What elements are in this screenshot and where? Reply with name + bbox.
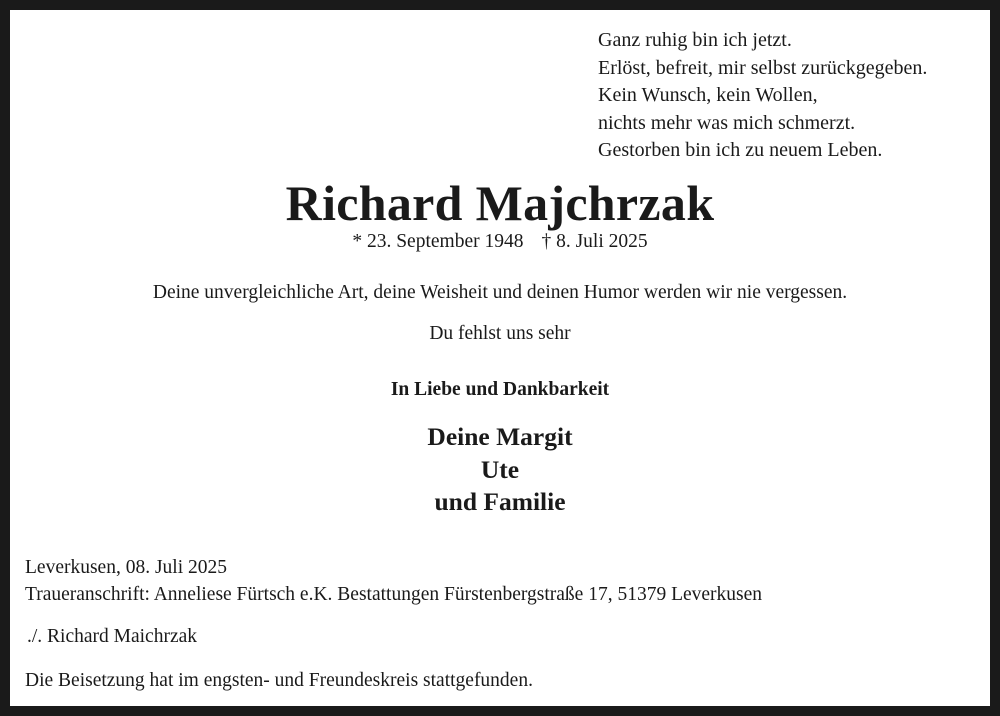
reference-line: ./. Richard Maichrzak xyxy=(27,626,198,647)
life-dates xyxy=(10,231,990,253)
poem-line: Erlöst, befreit, mir selbst zurückgegeben. xyxy=(598,56,928,79)
poem-line: Ganz ruhig bin ich jetzt. xyxy=(598,29,792,51)
tribute-text: Deine unvergleichliche Art, deine Weisheit und deinen Humor werden wir nie vergessen. xyxy=(152,282,848,303)
poem-line: nichts mehr was mich schmerzt. xyxy=(598,111,856,134)
deceased-name: Richard Majchrzak xyxy=(285,175,715,231)
miss-line: Du fehlst uns sehr xyxy=(429,323,571,344)
poem xyxy=(598,27,927,165)
signer-line: Ute xyxy=(480,454,520,484)
poem-line: Gestorben bin ich zu neuem Leben. xyxy=(598,139,883,161)
signer-line: Deine Margit xyxy=(427,422,573,451)
love-line: In Liebe und Dankbarkeit xyxy=(390,379,610,400)
birth-date: * 23. September 1948 xyxy=(352,231,524,252)
poem-line: Kein Wunsch, kein Wollen, xyxy=(598,84,818,106)
burial-note: Die Beisetzung hat im engsten- und Freundeskreis stattgefunden. xyxy=(25,670,533,691)
place-date: Leverkusen, 08. Juli 2025 xyxy=(25,557,228,578)
mourning-address: Traueranschrift: Anneliese Fürtsch e.K. Bestattungen Fürstenbergstraße 17, 51379 Leverkusen xyxy=(25,584,763,605)
signer-line: und Familie xyxy=(434,487,566,516)
signers xyxy=(10,421,990,519)
death-date: † 8. Juli 2025 xyxy=(541,231,648,252)
